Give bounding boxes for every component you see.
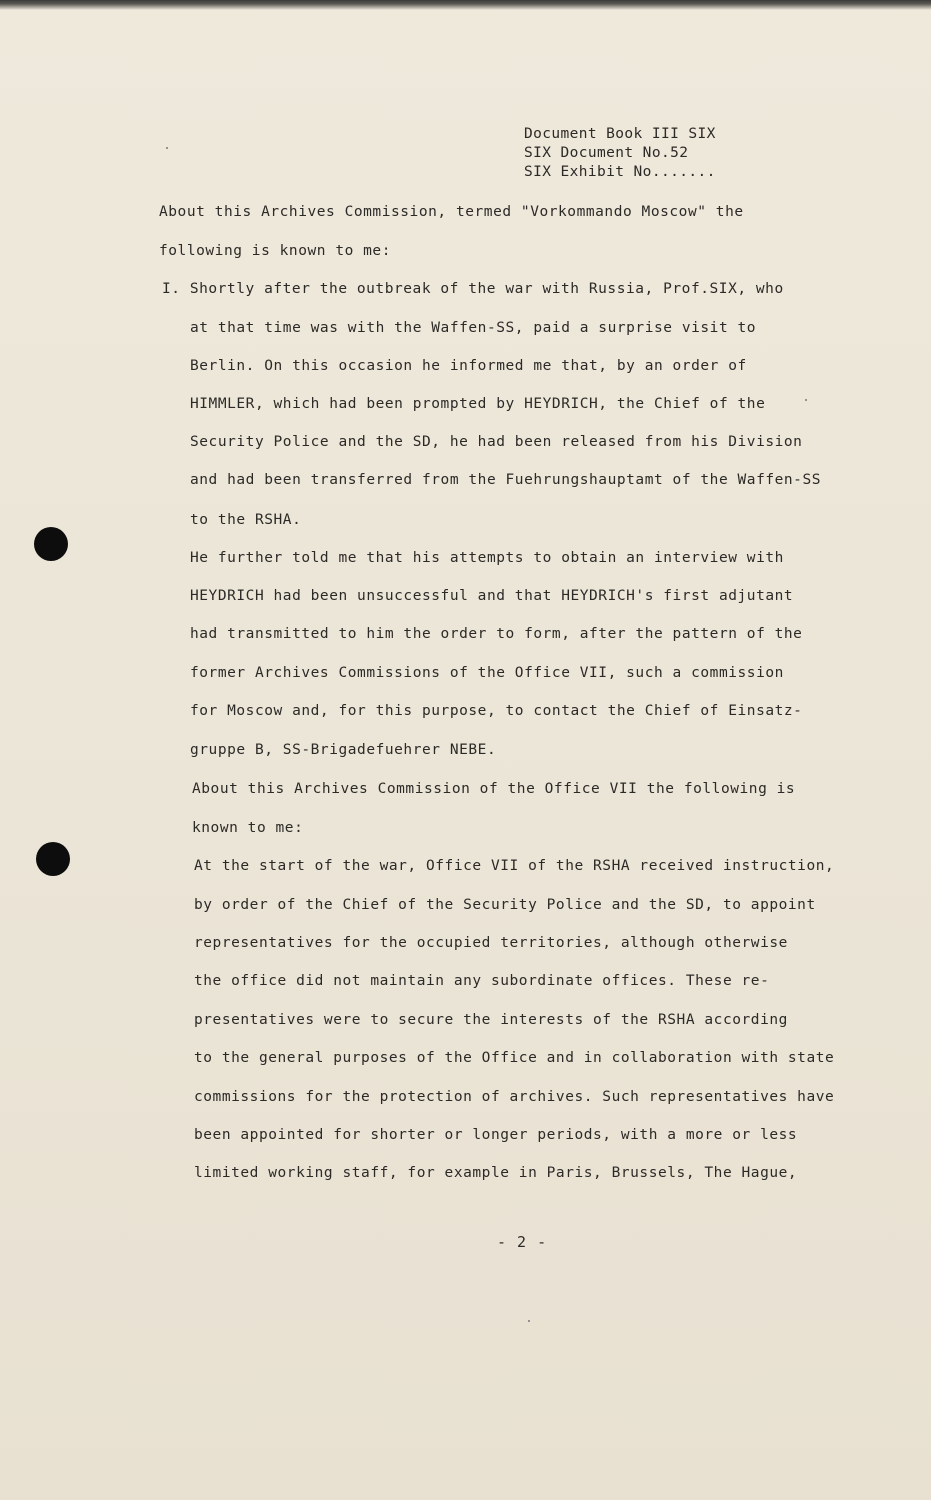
paper-speck: [805, 399, 807, 401]
body-line: limited working staff, for example in Paris, Brussels, The Hague,: [194, 1165, 798, 1181]
body-line: About this Archives Commission of the Office VII the following is: [192, 781, 796, 797]
body-line: following is known to me:: [159, 243, 391, 259]
body-line: HEYDRICH had been unsuccessful and that HEYDRICH's first adjutant: [190, 588, 794, 604]
body-line: by order of the Chief of the Security Police and the SD, to appoint: [194, 897, 816, 913]
body-line: presentatives were to secure the interests of the RSHA according: [194, 1012, 788, 1028]
body-line: commissions for the protection of archives. Such representatives have: [194, 1089, 835, 1105]
page-top-edge: [0, 0, 931, 10]
body-line: at that time was with the Waffen-SS, paid a surprise visit to: [190, 320, 757, 336]
body-line: for Moscow and, for this purpose, to contact the Chief of Einsatz-: [190, 703, 803, 719]
body-line: Security Police and the SD, he had been released from his Division: [190, 434, 803, 450]
punch-hole-top: [34, 527, 68, 561]
body-line: About this Archives Commission, termed "Vorkommando Moscow" the: [159, 204, 744, 220]
exhibit-line: SIX Exhibit No.......: [524, 164, 716, 180]
doc-book-line: Document Book III SIX: [524, 126, 716, 142]
paper-speck: [528, 1320, 530, 1322]
body-line: former Archives Commissions of the Office VII, such a commission: [190, 665, 784, 681]
body-line: to the RSHA.: [190, 512, 302, 528]
doc-number-line: SIX Document No.52: [524, 145, 689, 161]
body-line: and had been transferred from the Fuehrungshauptamt of the Waffen-SS: [190, 472, 822, 488]
body-line: Berlin. On this occasion he informed me that, by an order of: [190, 358, 747, 374]
body-line: I. Shortly after the outbreak of the war with Russia, Prof.SIX, who: [162, 281, 784, 297]
paper-speck: [166, 147, 168, 149]
body-line: to the general purposes of the Office and in collaboration with state: [194, 1050, 835, 1066]
body-line: the office did not maintain any subordinate offices. These re-: [194, 973, 770, 989]
body-line: been appointed for shorter or longer periods, with a more or less: [194, 1127, 798, 1143]
body-line: He further told me that his attempts to obtain an interview with: [190, 550, 784, 566]
document-reference: [524, 125, 716, 182]
body-line: known to me:: [192, 820, 304, 836]
body-line: HIMMLER, which had been prompted by HEYDRICH, the Chief of the: [190, 396, 766, 412]
punch-hole-bottom: [36, 842, 70, 876]
body-line: representatives for the occupied territories, although otherwise: [194, 935, 788, 951]
body-line: gruppe B, SS-Brigadefuehrer NEBE.: [190, 742, 497, 758]
body-line: At the start of the war, Office VII of the RSHA received instruction,: [194, 858, 835, 874]
body-line: had transmitted to him the order to form, after the pattern of the: [190, 626, 803, 642]
page-number: - 2 -: [497, 1233, 548, 1251]
